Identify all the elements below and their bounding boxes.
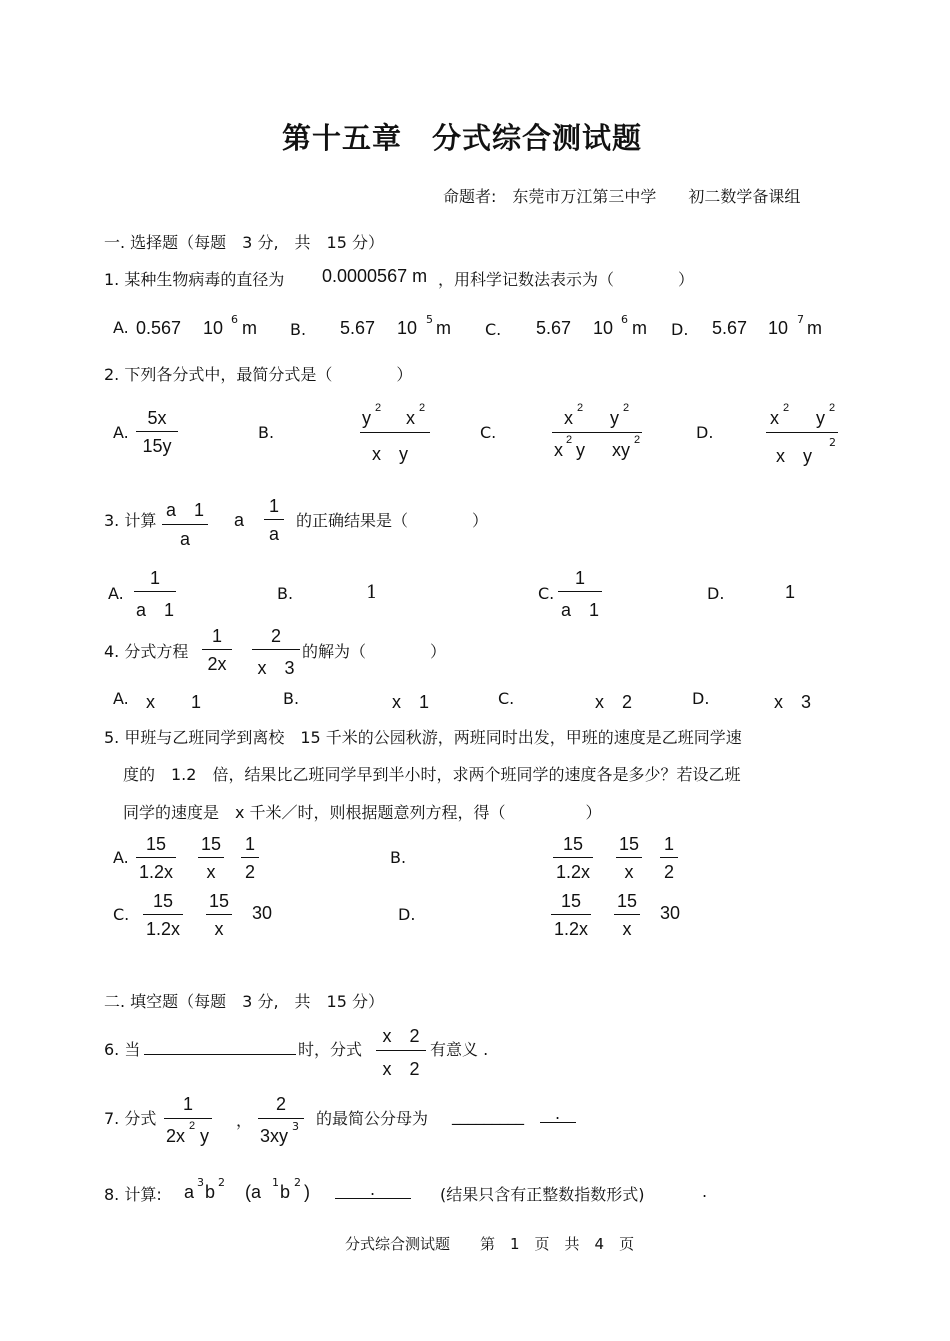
q6-numerator: x 2 xyxy=(376,1022,426,1051)
q1-option-d-unit: m xyxy=(807,318,822,338)
q1-option-c-value: 5.67 xyxy=(536,318,572,338)
q7-f1-den-2x: 2x xyxy=(166,1126,186,1146)
q8-paren-b: b xyxy=(280,1182,291,1202)
q1-value: 0.0000567 m xyxy=(322,266,428,286)
q8-exp-2: 2 xyxy=(218,1176,225,1189)
q6-stem: 6. 当 xyxy=(104,1040,141,1059)
q2-c-num-x: x xyxy=(564,408,573,428)
q8-paren-a: (a xyxy=(245,1182,262,1202)
q2-a-denominator: 15y xyxy=(142,436,172,456)
q1-option-b-label: B. xyxy=(290,320,307,339)
q2-d-denominator: x y xyxy=(776,446,812,466)
q5-b-fraction-1 xyxy=(553,834,593,883)
q7-f1-den-y: y xyxy=(200,1126,209,1146)
q2-option-d-label: D. xyxy=(696,423,714,442)
q8-exp-neg1: 1 xyxy=(272,1176,279,1189)
q5-a-fraction-1 xyxy=(136,834,176,883)
q4-option-c-value: x 2 xyxy=(595,692,633,712)
q6-fraction xyxy=(376,1022,426,1081)
q8-stem: 8. 计算: xyxy=(104,1185,162,1204)
q1-option-a-value: 0.567 xyxy=(136,318,182,338)
q3-c-numerator: 1 xyxy=(558,568,602,592)
q3-option-b-label: B. xyxy=(277,584,294,603)
q2-c-denominator xyxy=(552,434,652,464)
q6-mid: 时，分式 xyxy=(298,1040,363,1059)
q2-d-num-x-exp: 2 xyxy=(783,402,790,414)
q4-option-b-value: x 1 xyxy=(392,692,430,712)
q5-c-f1-num: 15 xyxy=(143,891,183,915)
q3-f2-numerator: 1 xyxy=(264,496,284,520)
q1-option-c-unit: m xyxy=(632,318,647,338)
q4-option-a-label: A. xyxy=(113,689,129,708)
q5-option-d-label: D. xyxy=(398,905,416,924)
q1-stem: 1. 某种生物病毒的直径为 xyxy=(104,270,285,289)
q2-option-a-label: A. xyxy=(113,423,129,442)
q1-option-c-label: C. xyxy=(485,320,502,339)
q5-b-f2-num: 15 xyxy=(616,834,642,858)
q3-option-d-label: D. xyxy=(707,584,725,603)
q8-exp-3: 3 xyxy=(197,1176,204,1189)
q4-f1-numerator: 1 xyxy=(202,626,232,650)
q2-d-numerator xyxy=(766,402,838,433)
q2-c-den-y: y xyxy=(576,440,585,460)
q5-option-c-label: C. xyxy=(113,905,130,924)
q5-b-f1-den: 1.2x xyxy=(555,862,591,882)
q3-fraction-1 xyxy=(162,496,208,550)
q8-term-a: a xyxy=(184,1182,195,1202)
page-title: 第十五章 分式综合测试题 xyxy=(282,121,643,155)
q6-tail: 有意义 . xyxy=(430,1040,489,1059)
q7-tail: 的最简公分母为 xyxy=(316,1109,429,1128)
q5-a-f3-num: 1 xyxy=(241,834,259,858)
q3-mid-term: a xyxy=(234,510,245,530)
q2-c-den-x: x xyxy=(554,440,563,460)
q1-option-b-value: 5.67 xyxy=(340,318,376,338)
q1-option-b-ten: 10 xyxy=(397,318,418,338)
q2-b-num-x-exp: 2 xyxy=(419,402,426,414)
q3-option-c-fraction xyxy=(558,568,602,622)
section-heading-fill: 二. 填空题（每题 3 分, 共 15 分） xyxy=(104,992,384,1011)
q5-a-f2-num: 15 xyxy=(198,834,224,858)
q8-blank-dot: . xyxy=(370,1180,376,1199)
q2-c-num-y: y xyxy=(610,408,619,428)
q1-option-d-value: 5.67 xyxy=(712,318,748,338)
q2-c-numerator xyxy=(552,402,642,433)
q1-option-b-exp: 5 xyxy=(426,313,433,326)
q6-answer-blank[interactable] xyxy=(144,1036,296,1055)
q3-a-denominator: a 1 xyxy=(135,600,175,620)
section-heading-choice: 一. 选择题（每题 3 分, 共 15 分） xyxy=(104,233,384,252)
q2-c-num-x-exp: 2 xyxy=(577,402,584,414)
q3-option-d-value: 1 xyxy=(785,582,796,602)
q3-c-denominator: a 1 xyxy=(560,600,600,620)
q5-d-f1-num: 15 xyxy=(551,891,591,915)
q5-c-value-30: 30 xyxy=(252,903,273,923)
q4-f2-denominator: x 3 xyxy=(257,658,295,678)
q1-option-d-exp: 7 xyxy=(797,313,804,326)
q1-option-a-ten: 10 xyxy=(203,318,224,338)
q3-stem: 3. 计算 xyxy=(104,511,157,530)
q3-fraction-2 xyxy=(264,496,284,545)
q5-line-2: 度的 1.2 倍，结果比乙班同学早到半小时，求两个班同学的速度各是多少？若设乙班 xyxy=(123,765,741,784)
q2-d-den-exp: 2 xyxy=(829,436,836,449)
q8-exp-2b: 2 xyxy=(294,1176,301,1189)
q2-b-num-y-exp: 2 xyxy=(375,402,382,414)
q7-f2-denominator: 3xy xyxy=(260,1126,289,1146)
q2-c-num-y-exp: 2 xyxy=(623,402,630,414)
q5-c-fraction-2 xyxy=(206,891,232,940)
q1-option-a-label: A. xyxy=(113,318,129,337)
q5-d-fraction-1 xyxy=(551,891,591,940)
q2-c-den-x-exp: 2 xyxy=(566,434,573,446)
q5-b-f2-den: x xyxy=(624,862,634,882)
q2-option-c-label: C. xyxy=(480,423,497,442)
q3-tail: 的正确结果是（ ） xyxy=(296,511,489,530)
q5-a-f1-den: 1.2x xyxy=(138,862,174,882)
q6-denominator: x 2 xyxy=(382,1059,420,1079)
q2-a-numerator: 5x xyxy=(136,408,178,432)
q4-fraction-1 xyxy=(202,626,232,675)
q5-a-f3-den: 2 xyxy=(244,862,255,882)
q3-f2-denominator: a xyxy=(268,524,279,544)
q5-d-value-30: 30 xyxy=(660,903,681,923)
q3-option-b-value: 1 xyxy=(366,582,378,603)
q2-stem: 2. 下列各分式中，最简分式是（ ） xyxy=(104,365,413,384)
q7-f1-den-exp: 2 xyxy=(189,1120,196,1132)
q7-blank-dot: . xyxy=(555,1104,561,1123)
q7-f1-denominator xyxy=(166,1120,222,1150)
q3-option-a-fraction xyxy=(134,568,176,622)
q7-f1-numerator: 1 xyxy=(164,1094,212,1119)
q5-a-fraction-2 xyxy=(198,834,224,883)
q5-b-fraction-2 xyxy=(616,834,642,883)
q5-option-b-label: B. xyxy=(390,848,407,867)
q4-option-d-label: D. xyxy=(692,689,710,708)
q5-line-1: 5. 甲班与乙班同学到离校 15 千米的公园秋游，两班同时出发，甲班的速度是乙班同学速 xyxy=(104,728,742,747)
q1-option-c-ten: 10 xyxy=(593,318,614,338)
q1-option-d-ten: 10 xyxy=(768,318,789,338)
author-line: 命题者: 东莞市万江第三中学 初二数学备课组 xyxy=(443,187,801,206)
q4-option-b-label: B. xyxy=(283,689,300,708)
page-footer: 分式综合测试题 第 1 页 共 4 页 xyxy=(345,1235,635,1253)
q5-d-f1-den: 1.2x xyxy=(553,919,589,939)
q7-f2-den-exp: 3 xyxy=(292,1120,299,1133)
q5-line-3: 同学的速度是 x 千米／时，则根据题意列方程，得（ ） xyxy=(123,803,602,822)
q1-option-b-unit: m xyxy=(436,318,451,338)
q5-d-f2-den: x xyxy=(622,919,632,939)
q5-d-f2-num: 15 xyxy=(614,891,640,915)
q7-answer-blank[interactable]: _________ xyxy=(452,1106,524,1125)
q1-tail: ，用科学记数法表示为（ ） xyxy=(438,270,695,289)
q4-tail: 的解为（ ） xyxy=(302,642,447,661)
q5-b-f3-num: 1 xyxy=(660,834,678,858)
q5-b-f1-num: 15 xyxy=(553,834,593,858)
q5-a-f2-den: x xyxy=(206,862,216,882)
q5-c-f1-den: 1.2x xyxy=(145,919,181,939)
q7-stem: 7. 分式 xyxy=(104,1109,157,1128)
q5-d-fraction-2 xyxy=(614,891,640,940)
q5-c-f2-num: 15 xyxy=(206,891,232,915)
q4-f2-numerator: 2 xyxy=(252,626,300,650)
q4-option-c-label: C. xyxy=(498,689,515,708)
q1-option-a-exp: 6 xyxy=(231,313,238,326)
q2-option-b-label: B. xyxy=(258,423,275,442)
q2-d-num-x: x xyxy=(770,408,779,428)
q3-option-a-label: A. xyxy=(108,584,124,603)
q2-c-den-xy: xy xyxy=(612,440,630,460)
q7-f2-numerator: 2 xyxy=(258,1094,304,1119)
q5-b-f3-den: 2 xyxy=(663,862,674,882)
q4-stem: 4. 分式方程 xyxy=(104,642,189,661)
q4-option-a-value: x 1 xyxy=(146,692,202,712)
q2-d-num-y: y xyxy=(816,408,825,428)
q5-c-fraction-1 xyxy=(143,891,183,940)
q3-option-c-label: C. xyxy=(538,584,555,603)
q5-b-fraction-3 xyxy=(660,834,678,883)
q4-option-d-value: x 3 xyxy=(774,692,812,712)
q2-b-denominator: x y xyxy=(372,444,408,464)
q8-term-b: b xyxy=(205,1182,216,1202)
q3-f1-numerator: a 1 xyxy=(162,496,208,525)
q2-option-a-fraction xyxy=(136,408,178,457)
q7-comma: ， xyxy=(236,1111,253,1130)
q1-option-c-exp: 6 xyxy=(621,313,628,326)
q2-c-den-xy-exp: 2 xyxy=(634,434,641,446)
q5-a-fraction-3 xyxy=(241,834,259,883)
q2-d-num-y-exp: 2 xyxy=(829,402,836,414)
q2-b-numerator xyxy=(360,402,430,433)
q4-fraction-2 xyxy=(252,626,300,680)
q1-option-d-label: D. xyxy=(671,320,689,339)
q5-option-a-label: A. xyxy=(113,848,129,867)
q5-c-f2-den: x xyxy=(214,919,224,939)
q2-b-num-x: x xyxy=(406,408,415,428)
q8-note: (结果只含有正整数指数形式) xyxy=(440,1185,645,1204)
q8-end-dot: . xyxy=(702,1182,708,1201)
q8-paren-close: ) xyxy=(304,1182,310,1202)
q4-f1-denominator: 2x xyxy=(207,654,227,674)
q3-f1-denominator: a xyxy=(179,529,190,549)
q5-a-f1-num: 15 xyxy=(136,834,176,858)
q1-option-a-unit: m xyxy=(242,318,257,338)
q3-a-numerator: 1 xyxy=(134,568,176,592)
q2-b-num-y: y xyxy=(362,408,371,428)
